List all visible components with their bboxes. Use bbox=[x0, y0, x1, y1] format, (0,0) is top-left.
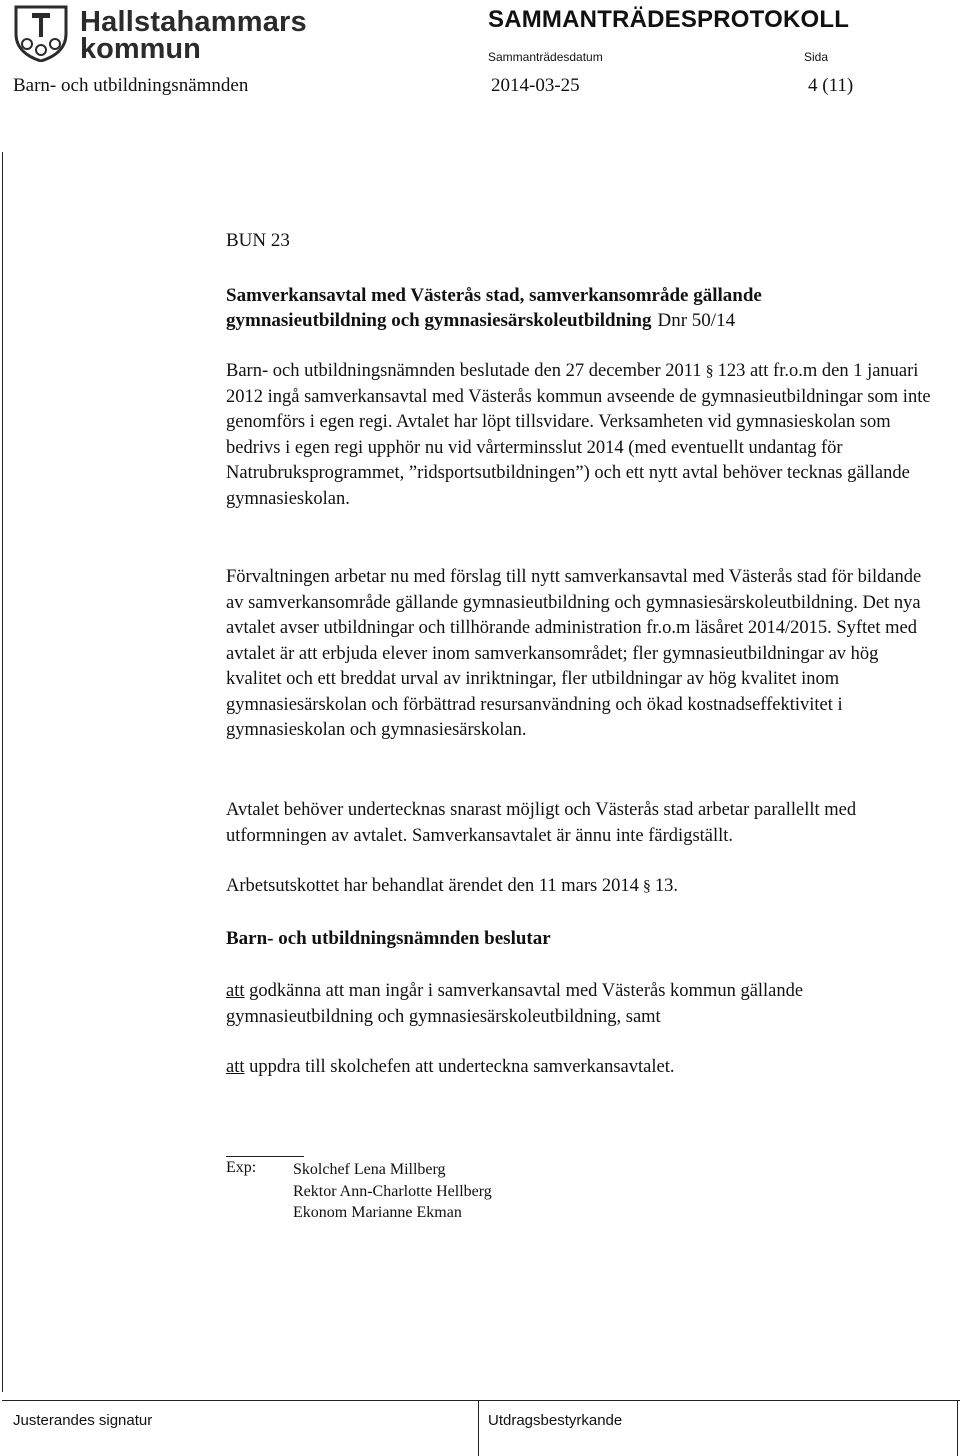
att-keyword: att bbox=[226, 1057, 245, 1077]
left-margin-rule bbox=[2, 152, 3, 1392]
para1-text-b: 123 att fr.o.m den 1 januari 2012 ingå samverkansavtal med Västerås kommun avseende de gymnasieutbildningar som inte genomförs i egen regi. Avtalet har löpt tillsvidare. Verksamheten vid gymnasieskolan som bedrivs i egen regi upphör nu vid vårterminsslut 2014 (med eventuellt undantag för Natrubruksprogrammet, ”ridsportsutbildningen”) och ett nytt avtal behöver tecknas gällande gymnasieskolan. bbox=[226, 361, 931, 509]
section-sign: § bbox=[642, 878, 651, 895]
paragraph-committee-handling bbox=[226, 874, 938, 900]
item-number: BUN 23 bbox=[226, 230, 290, 251]
distribution-rule bbox=[226, 1156, 304, 1157]
decision-heading: Barn- och utbildningsnämnden beslutar bbox=[226, 928, 551, 949]
footer-divider bbox=[478, 1400, 479, 1456]
logo-text-line2: kommun bbox=[80, 33, 201, 65]
para4-text-a: Arbetsutskottet har behandlat ärendet den 11 mars 2014 bbox=[226, 876, 639, 896]
committee-name: Barn- och utbildningsnämnden bbox=[13, 75, 249, 96]
heading-line-1: Samverkansavtal med Västerås stad, samverkansområde gällande bbox=[226, 285, 762, 306]
recipient: Skolchef Lena Millberg bbox=[293, 1161, 446, 1178]
signature-field-label: Justerandes signatur bbox=[13, 1412, 153, 1429]
meeting-date: 2014-03-25 bbox=[491, 75, 580, 96]
excerpt-certification-label: Utdragsbestyrkande bbox=[488, 1412, 623, 1429]
page-number: 4 (11) bbox=[808, 75, 854, 96]
paragraph-background bbox=[226, 359, 936, 512]
distribution-label: Exp: bbox=[226, 1159, 257, 1176]
decision-clause-2-text: uppdra till skolchefen att underteckna samverkansavtalet. bbox=[249, 1057, 675, 1077]
para1-text-a: Barn- och utbildningsnämnden beslutade den 27 december 2011 bbox=[226, 361, 702, 381]
recipient: Rektor Ann-Charlotte Hellberg bbox=[293, 1182, 492, 1200]
footer-rule bbox=[2, 1400, 960, 1401]
page-label: Sida bbox=[804, 50, 829, 64]
item-heading bbox=[226, 283, 926, 333]
heading-line-2 bbox=[226, 308, 926, 333]
logo-text-line1: Hallstahammars bbox=[80, 6, 307, 38]
footer-divider bbox=[957, 1400, 958, 1456]
coat-of-arms-icon bbox=[12, 4, 70, 62]
decision-clause-2 bbox=[226, 1055, 938, 1081]
paragraph-status: Avtalet behöver undertecknas snarast möjligt och Västerås stad arbetar parallellt med utformningen av avtalet. Samverkansavtalet är ännu inte färdigställt. bbox=[226, 800, 857, 846]
meeting-date-label: Sammanträdesdatum bbox=[488, 50, 603, 64]
document-type-title: SAMMANTRÄDESPROTOKOLL bbox=[488, 6, 850, 33]
case-number: Dnr 50/14 bbox=[657, 310, 736, 331]
section-sign: § bbox=[705, 363, 714, 380]
decision-clause-1 bbox=[226, 979, 938, 1030]
distribution-list bbox=[293, 1159, 492, 1224]
heading-line-2-text: gymnasieutbildning och gymnasiesärskoleutbildning bbox=[226, 310, 652, 331]
para4-text-b: 13. bbox=[654, 876, 678, 896]
att-keyword: att bbox=[226, 981, 245, 1001]
paragraph-proposal: Förvaltningen arbetar nu med förslag till nytt samverkansavtal med Västerås stad för bildande av samverkansområde gällande gymnasieutbildning och gymnasiesärskoleutbildning. Det nya avtalet avser utbildningar och tillhörande administration fr.o.m läsåret 2014/2015. Syftet med avtalet är att erbjuda elever inom samverkansområdet; fler gymnasieutbildningar av hög kvalitet och ett breddat urval av inriktningar, fler utbildningar av hög kvalitet inom gymnasiesärskolan och förbättrad resursanvändning och ökad kostnadseffektivitet i gymnasieskolan och gymnasiesärskolan. bbox=[226, 567, 922, 740]
recipient: Ekonom Marianne Ekman bbox=[293, 1204, 462, 1221]
decision-clause-1-text: godkänna att man ingår i samverkansavtal med Västerås kommun gällande gymnasieutbildning och gymnasiesärskoleutbildning, samt bbox=[226, 981, 804, 1027]
municipality-logo bbox=[12, 4, 307, 65]
